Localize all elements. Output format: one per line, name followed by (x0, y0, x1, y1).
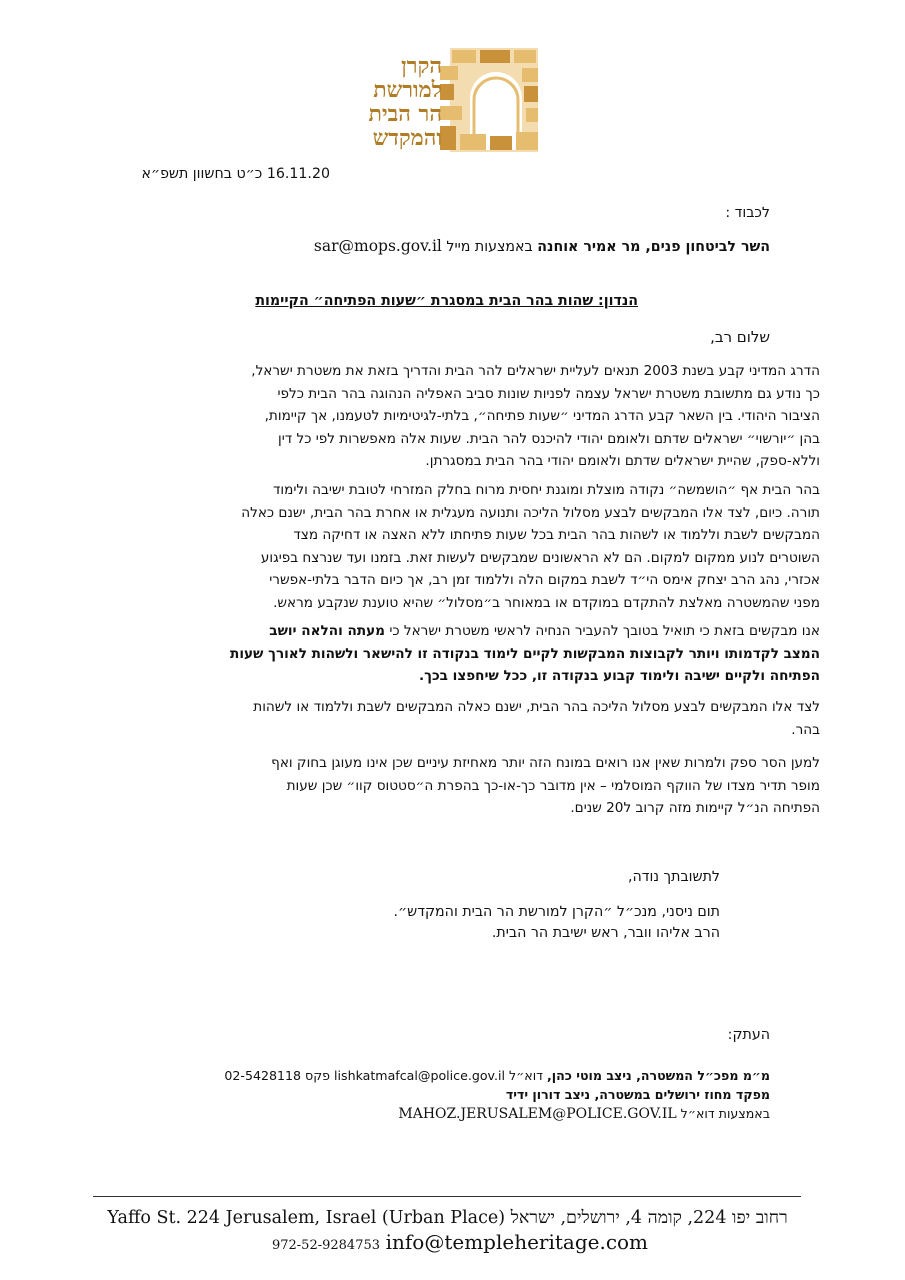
letter-date: 16.11.20 כ״ט בחשוון תשפ״א (141, 166, 330, 182)
paragraph-line: מפני שהמשטרה מאלצת להתקדם במוקדם או במאוחר ב״מסלול״ שהיא טוענת שנקבע מראש. (273, 594, 820, 611)
paragraph-line: בהר הבית אף ״הושמשה״ נקודה מוצלת ומוגנת יחסית מרוח בחלק המזרחי לטובת ישיבה ולימוד (273, 482, 820, 498)
paragraph-3-request (90, 620, 820, 688)
paragraph-line: בהר. (791, 721, 820, 738)
footer-email: info@templeheritage.com (385, 1230, 649, 1254)
footer-address: רחוב יפו 224, קומה 4, ירושלים, ישראל Yaffo St. 224 Jerusalem, Israel (Urban Place) (107, 1208, 788, 1228)
paragraph-line: לצד אלו המבקשים לבצע מסלול הליכה בהר הבית, ישנם כאלה המבקשים לשבת וללמוד או לשהות (253, 699, 820, 715)
signatory-1: תום ניסני, מנכ״ל ״הקרן למורשת הר הבית והמקדש״. (393, 904, 720, 920)
paragraph-line: הפתיחה הנ״ל קיימות מזה קרוב ל20 שנים. (570, 800, 820, 816)
recipient-via: באמצעות מייל (446, 239, 533, 255)
paragraph-line: תורה. כיום, לצד אלו המבקשים לבצע מסלול הליכה ותנועה מעגלית או אחרת בהר הבית, ישנם כאלה (241, 504, 820, 521)
logo-wordmark: הקרן למורשת הר הבית והמקדש (368, 53, 442, 151)
salutation-label: לכבוד : (725, 205, 770, 221)
recipient-line (290, 235, 770, 258)
paragraph-line: כך נודע גם מתשובת משטרת ישראל עצמה לפניות שונות סביב האפליה הנהוגה בהר הבית כלפי (277, 385, 820, 402)
paragraph-1 (90, 360, 820, 473)
paragraph-5 (90, 752, 820, 820)
closing-line: לתשובתך נודה, (627, 869, 720, 885)
cc-recipient-1: מ״מ מפכ״ל המשטרה, ניצב מוטי כהן, דוא״ל lishkatmafcal@police.gov.il פקס 02-5428118 (224, 1068, 770, 1083)
paragraph-line: הציבור היהודי. בין השאר קבע הדרג המדיני ״שעות פתיחה״, בלתי-לגיטימיות לטעמנו, אך קיימות, (264, 408, 820, 424)
footer-divider (93, 1196, 801, 1197)
signatories (300, 902, 720, 944)
paragraph-line: אנו מבקשים בזאת כי תואיל בטובך להעביר הנחיה לראשי משטרת ישראל כי מעתה והלאה יושב (269, 623, 820, 639)
cc-recipients (150, 1066, 770, 1124)
temple-wall-logo-graphic (440, 46, 540, 154)
paragraph-line: המבקשים לשבת וללמוד או לשהות בהר הבית בכל שעות פתיחתו ללא האצה או דחיקה מצד (293, 527, 820, 543)
cc-recipient-2: מפקד מחוז ירושלים במשטרה, ניצב דורון ידיד (505, 1087, 770, 1102)
paragraph-line: מופר תדיר מצדו של הווקף המוסלמי – אין מדובר כך-או-כך בהפרת ה״סטטוס קוו״ שכן שעות (286, 777, 820, 794)
paragraph-4 (90, 696, 820, 741)
paragraph-line: הפתיחה ולקיים ישיבה ולימוד קבוע בנקודה זו, ככל שיחפצו בכך. (418, 668, 820, 684)
paragraph-2 (90, 479, 820, 614)
footer-phone: 972-52-9284753 (271, 1238, 381, 1253)
foundation-logo (345, 46, 540, 156)
signatory-2: הרב אליהו וובר, ראש ישיבת הר הבית. (491, 925, 720, 941)
paragraph-line: למען הסר ספק ולמרות שאין אנו רואים במונח הזה יותר מאחיזת עיניים שכן אינו מעוגן בחוק ואף (271, 755, 820, 771)
recipient-name: השר לביטחון פנים, מר אמיר אוחנה (537, 239, 770, 255)
paragraph-line: הדרג המדיני קבע בשנת 2003 תנאים לעליית ישראלים להר הבית והדריך בזאת את משטרת ישראל, (251, 363, 820, 379)
paragraph-line: אכזרי, נהג הרב יצחק אימס הי״ד לשבת במקום הלה וללמוד זמן רב, אך כיום הדבר בלתי-אפשרי (269, 572, 820, 588)
letter-subject: הנדון: שהות בהר הבית במסגרת ״שעות הפתיחה״ הקיימות (255, 293, 638, 309)
paragraph-line: המצב לקדמותו ויותר לקבוצות המבקשות לקיים לימוד בנקודה זו להישאר ולשהות לאורך שעות (230, 645, 820, 662)
paragraph-line: השוטרים לנוע ממקום למקום. הם לא הראשונים שמבקשים לעשות זאת. בזמנו ועד שנרצח בפיגוע (260, 549, 820, 566)
recipient-email: sar@mops.gov.il (313, 237, 442, 255)
footer-contact (200, 1230, 720, 1254)
greeting: שלום רב, (710, 328, 770, 346)
cc-label: העתק: (727, 1027, 770, 1043)
cc-recipient-2-contact: באמצעות דוא״ל MAHOZ.JERUSALEM@POLICE.GOV.IL (398, 1106, 770, 1122)
paragraph-line: בהן ״יורשוי״ ישראלים שדתם ולאומם יהודי להיכנס להר הבית. שעות אלה מאפשרות לפי כל דין (277, 430, 820, 447)
paragraph-line: וללא-ספק, שהיית ישראלים שדתם ולאומם יהודי בהר הבית במסגרתן. (425, 453, 820, 469)
